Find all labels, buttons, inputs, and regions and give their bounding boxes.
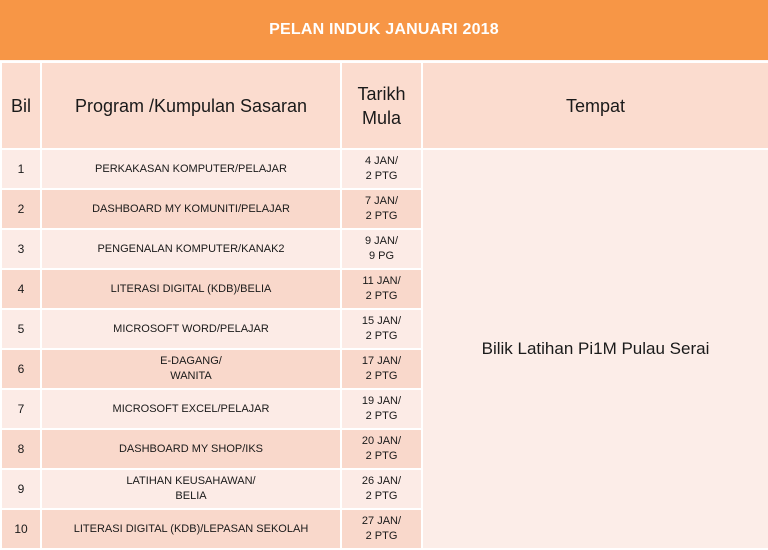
cell-tarikh [341, 509, 422, 549]
date-line1: 26 JAN/ [361, 475, 402, 487]
program-line1: MICROSOFT EXCEL/PELAJAR [112, 402, 270, 415]
date-line1: 7 JAN/ [364, 195, 398, 207]
cell-tarikh [341, 469, 422, 509]
cell-bil: 2 [1, 189, 41, 229]
cell-tempat: Bilik Latihan Pi1M Pulau Serai [422, 149, 768, 549]
program-line1: DASHBOARD MY SHOP/IKS [118, 442, 264, 455]
cell-tarikh [341, 269, 422, 309]
cell-bil: 6 [1, 349, 41, 389]
cell-program [41, 269, 341, 309]
program-line1: MICROSOFT WORD/PELAJAR [113, 322, 269, 335]
date-line1: 4 JAN/ [364, 155, 398, 167]
cell-tarikh [341, 149, 422, 189]
program-line1: PERKAKASAN KOMPUTER/PELAJAR [95, 162, 287, 175]
cell-program [41, 189, 341, 229]
date-line2: 2 PTG [365, 290, 398, 302]
date-line2: 2 PTG [365, 330, 398, 342]
cell-tarikh [341, 389, 422, 429]
program-line2: BELIA [175, 490, 207, 502]
header-row [1, 62, 768, 149]
program-line1: LITERASI DIGITAL (KDB)/BELIA [110, 282, 272, 295]
date-line2: 2 PTG [365, 210, 398, 222]
cell-tarikh [341, 229, 422, 269]
cell-program [41, 469, 341, 509]
date-line1: 27 JAN/ [361, 515, 402, 527]
cell-program [41, 389, 341, 429]
header-program: Program /Kumpulan Sasaran [41, 62, 341, 149]
date-line1: 20 JAN/ [361, 435, 402, 447]
program-line1: LITERASI DIGITAL (KDB)/LEPASAN SEKOLAH [73, 522, 309, 535]
date-line2: 2 PTG [365, 170, 398, 182]
cell-bil: 10 [1, 509, 41, 549]
program-line1: LATIHAN KEUSAHAWAN/ [126, 475, 256, 487]
date-line2: 9 PG [368, 250, 395, 262]
table-row [1, 149, 768, 189]
date-line2: 2 PTG [365, 410, 398, 422]
date-line2: 2 PTG [365, 530, 398, 542]
cell-tarikh [341, 349, 422, 389]
cell-bil: 4 [1, 269, 41, 309]
date-line1: 17 JAN/ [361, 355, 402, 367]
cell-bil: 9 [1, 469, 41, 509]
cell-tarikh [341, 429, 422, 469]
header-tarikh-line2: Mula [361, 107, 401, 128]
program-line1: DASHBOARD MY KOMUNITI/PELAJAR [92, 202, 290, 215]
date-line2: 2 PTG [365, 370, 398, 382]
date-line2: 2 PTG [365, 450, 398, 462]
page-title: PELAN INDUK JANUARI 2018 [0, 0, 768, 60]
header-tarikh [341, 62, 422, 149]
date-line2: 2 PTG [365, 490, 398, 502]
program-line2: WANITA [170, 370, 212, 382]
cell-bil: 1 [1, 149, 41, 189]
header-bil: Bil [1, 62, 41, 149]
header-tempat: Tempat [422, 62, 768, 149]
schedule-table [0, 61, 768, 550]
cell-program [41, 349, 341, 389]
cell-tarikh [341, 189, 422, 229]
date-line1: 9 JAN/ [364, 235, 398, 247]
cell-program [41, 309, 341, 349]
program-line1: PENGENALAN KOMPUTER/KANAK2 [97, 242, 285, 255]
date-line1: 11 JAN/ [362, 275, 401, 287]
cell-program [41, 429, 341, 469]
cell-program [41, 149, 341, 189]
cell-bil: 5 [1, 309, 41, 349]
date-line1: 15 JAN/ [361, 315, 402, 327]
cell-bil: 3 [1, 229, 41, 269]
cell-bil: 8 [1, 429, 41, 469]
header-tarikh-line1: Tarikh [357, 83, 406, 104]
cell-program [41, 509, 341, 549]
cell-tarikh [341, 309, 422, 349]
cell-program [41, 229, 341, 269]
program-line1: E-DAGANG/ [160, 355, 222, 367]
cell-bil: 7 [1, 389, 41, 429]
date-line1: 19 JAN/ [361, 395, 402, 407]
